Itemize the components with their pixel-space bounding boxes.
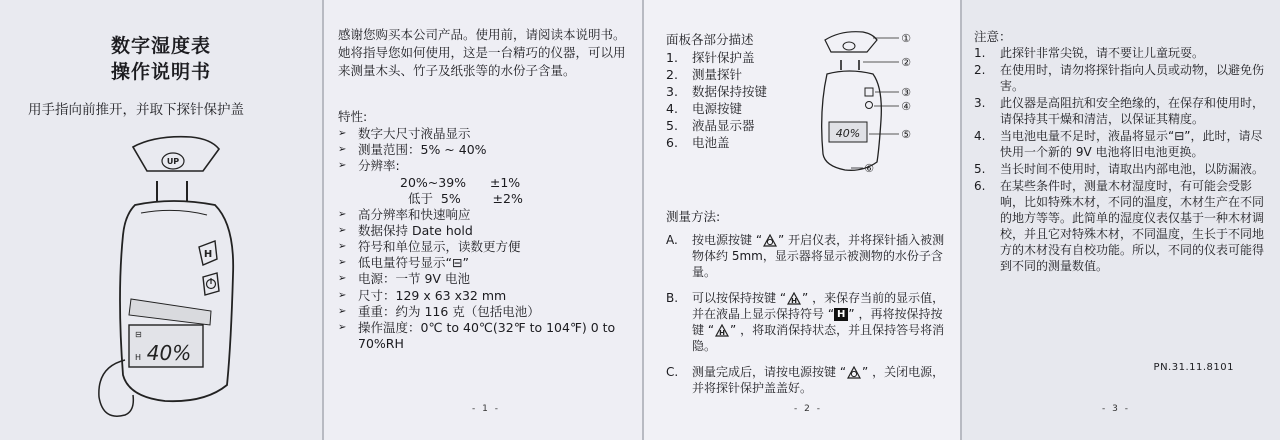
hold-glyph: H: [791, 296, 797, 305]
hold-button-icon: [786, 292, 802, 306]
list-item: [338, 271, 633, 287]
step-text: [692, 290, 946, 354]
callout-3: ③: [901, 86, 911, 99]
note-number: 4.: [974, 129, 986, 143]
callout-4: ④: [901, 100, 911, 113]
feature-text: 操作温度：0℃ to 40℃(32℉ to 104℉) 0 to 70%RH: [358, 320, 616, 352]
bullet-icon: ➢: [338, 273, 347, 285]
part-number: 1.: [666, 50, 678, 65]
list-item: [338, 126, 633, 142]
list-item: [338, 142, 633, 158]
list-item: [974, 95, 1266, 127]
list-item: [338, 288, 633, 304]
list-item: [338, 158, 633, 174]
note-number: 3.: [974, 96, 986, 110]
step-key: A.: [666, 233, 678, 247]
notes-panel: [962, 0, 1280, 440]
part-label: 电池盖: [692, 135, 730, 150]
page-number: - 2 -: [794, 404, 822, 414]
bullet-icon: ➢: [338, 322, 347, 334]
bullet-icon: ➢: [338, 208, 347, 220]
list-item: [666, 134, 767, 151]
feature-text: 高分辨率和快速响应: [358, 206, 471, 222]
step-text-part: 测量完成后，请按电源按键 “: [692, 365, 847, 379]
part-label: 数据保持按键: [692, 84, 768, 99]
part-label: 测量探针: [692, 67, 743, 82]
step-text-part: 按电源按键 “: [692, 233, 763, 247]
part-label: 液晶显示器: [692, 118, 755, 133]
hold-indicator-icon: H: [834, 308, 848, 321]
step-text-part: ” ，将取消保持状态，并且保持答号将消隐。: [692, 323, 945, 353]
bullet-icon: ➢: [338, 144, 347, 156]
bullet-icon: ➢: [338, 257, 347, 269]
note-text: 在使用时，请勿将探针指向人员或动物，以避免伤害。: [1000, 63, 1265, 93]
bullet-icon: ➢: [338, 289, 347, 301]
notes-list: [974, 45, 1266, 275]
feature-text: 数据保持 Date hold: [358, 222, 473, 238]
title-line-1: 数字湿度表: [110, 35, 211, 57]
feature-text: 分辨率:: [358, 158, 400, 174]
step-text-part: ” ，再将按保持按键 “: [692, 307, 943, 337]
bullet-icon: ➢: [338, 241, 347, 253]
hold-glyph: H: [719, 328, 725, 337]
steps-list: [666, 232, 946, 406]
bullet-icon: ➢: [338, 160, 347, 172]
feature-text: 尺寸：129 x 63 x32 mm: [358, 287, 507, 303]
list-item: [338, 255, 633, 271]
page-number: - 3 -: [1102, 404, 1130, 414]
step-text-part: 可以按保持按键 “: [692, 291, 787, 305]
features-list: [338, 126, 633, 352]
display-reading: 40%: [146, 341, 192, 365]
note-text: 在某些条件时，测量木材湿度时，有可能会受影响，比如特殊木材，不同的温度，木材生产在不同的地方等等。此简单的湿度仪表仅基于一种木材调校，并且它对特殊木材，不同温度，生长于不同地方的木材没有自校功能。所以，不同的仪表可能得到不同的测量数值。: [1000, 179, 1265, 273]
list-item: [974, 178, 1266, 274]
manual-title: [0, 33, 322, 85]
part-number: 4.: [666, 101, 678, 116]
list-item: [666, 49, 767, 66]
callout-2: ②: [901, 56, 911, 69]
list-item: [974, 62, 1266, 94]
step-key: B.: [666, 291, 679, 305]
notes-heading: 注意：: [974, 29, 1012, 44]
list-item: [338, 207, 633, 223]
diagram-reading: 40%: [835, 127, 861, 140]
method-heading: 测量方法:: [666, 209, 721, 224]
feature-text: 重重：约为 116 克（包括电池）: [358, 303, 540, 319]
feature-text: 低电量符号显示“⊟”: [358, 255, 469, 271]
part-number: 5.: [666, 118, 678, 133]
feature-text: 测量范围：5% ~ 40%: [358, 142, 487, 158]
list-item: [666, 117, 767, 134]
list-item: [338, 320, 633, 352]
hold-button-icon: [714, 324, 730, 338]
feature-text: 符号和单位显示，读数更方便: [358, 239, 521, 255]
specs-panel: [324, 0, 642, 440]
note-number: 5.: [974, 162, 986, 176]
part-number: 2.: [666, 67, 678, 82]
step-text: [692, 232, 946, 280]
step-text-part: ” 开启仪表，并将探针插入被测物体约 5mm，显示器将显示被测物的水份子含量。: [692, 233, 945, 279]
step-text: [692, 364, 946, 396]
power-button-icon: [762, 234, 778, 248]
callout-1: ①: [901, 32, 911, 45]
step-text-part: ” ，来保存当前的显示值，并在液晶上显示保持符号 “: [692, 291, 945, 321]
note-text: 此探针非常尖锐，请不要让儿童玩耍。: [1000, 46, 1205, 60]
part-number: 3.: [666, 84, 678, 99]
hold-symbol: H: [135, 353, 142, 362]
list-item: [338, 239, 633, 255]
list-item: [974, 45, 1266, 61]
callout-5: ⑤: [901, 128, 911, 141]
operation-panel: [644, 0, 960, 440]
bullet-icon: ➢: [338, 128, 347, 139]
list-item: [338, 223, 633, 239]
parts-list: [666, 49, 767, 151]
cover-panel: [0, 0, 322, 440]
list-item: [974, 161, 1266, 177]
lowbat-symbol: ⊟: [135, 330, 142, 339]
cap-up-label: UP: [166, 157, 180, 166]
note-text: 当电池电量不足时，液晶将显示“⊟”，此时，请尽快用一个新的 9V 电池将旧电池更换。: [1000, 129, 1263, 159]
step-a: [666, 232, 946, 280]
cover-instruction: 用手指向前推开，并取下探针保护盖: [28, 102, 244, 118]
step-c: [666, 364, 946, 396]
note-text: 当长时间不使用时，请取出内部电池，以防漏液。: [1000, 162, 1265, 176]
parts-diagram: [781, 30, 921, 175]
list-item: [974, 128, 1266, 160]
list-item: [338, 304, 633, 320]
list-item: [666, 83, 767, 100]
resolution-row: 低于 5% ±2%: [400, 190, 523, 206]
meter-illustration: [95, 135, 265, 430]
note-number: 6.: [974, 179, 986, 193]
features-heading: 特性:: [338, 109, 368, 124]
hold-button-label: H: [203, 249, 213, 260]
callout-6: ⑥: [864, 162, 874, 175]
list-item: [666, 66, 767, 83]
step-key: C.: [666, 365, 679, 379]
part-label: 探针保护盖: [692, 50, 755, 65]
title-line-2: 操作说明书: [110, 61, 211, 83]
list-item: [666, 100, 767, 117]
part-code: PN.31.11.8101: [1153, 362, 1234, 373]
part-number: 6.: [666, 135, 678, 150]
note-number: 2.: [974, 63, 986, 77]
feature-text: 电源：一节 9V 电池: [358, 271, 470, 287]
step-text-part: ” ，关闭电源，并将探针保护盖盖好。: [692, 365, 945, 395]
feature-text: 数字大尺寸液晶显示: [358, 126, 471, 141]
bullet-icon: ➢: [338, 305, 347, 317]
note-number: 1.: [974, 46, 986, 60]
note-text: 此仪器是高阻抗和安全绝缘的，在保存和使用时，请保持其干燥和清洁，以保证其精度。: [1000, 96, 1265, 126]
power-button-icon: [846, 366, 862, 380]
bullet-icon: ➢: [338, 224, 347, 236]
step-b: [666, 290, 946, 354]
part-label: 电源按键: [692, 101, 743, 116]
page-number: - 1 -: [472, 404, 500, 414]
resolution-row: 20%~39% ±1%: [400, 174, 521, 190]
parts-heading: 面板各部分描述: [666, 32, 754, 47]
intro-paragraph: 感谢您购买本公司产品。使用前，请阅读本说明书。她将指导您如何使用，这是一台精巧的仪器，可以用来测量木头、竹子及纸张等的水份子含量。: [338, 27, 626, 78]
